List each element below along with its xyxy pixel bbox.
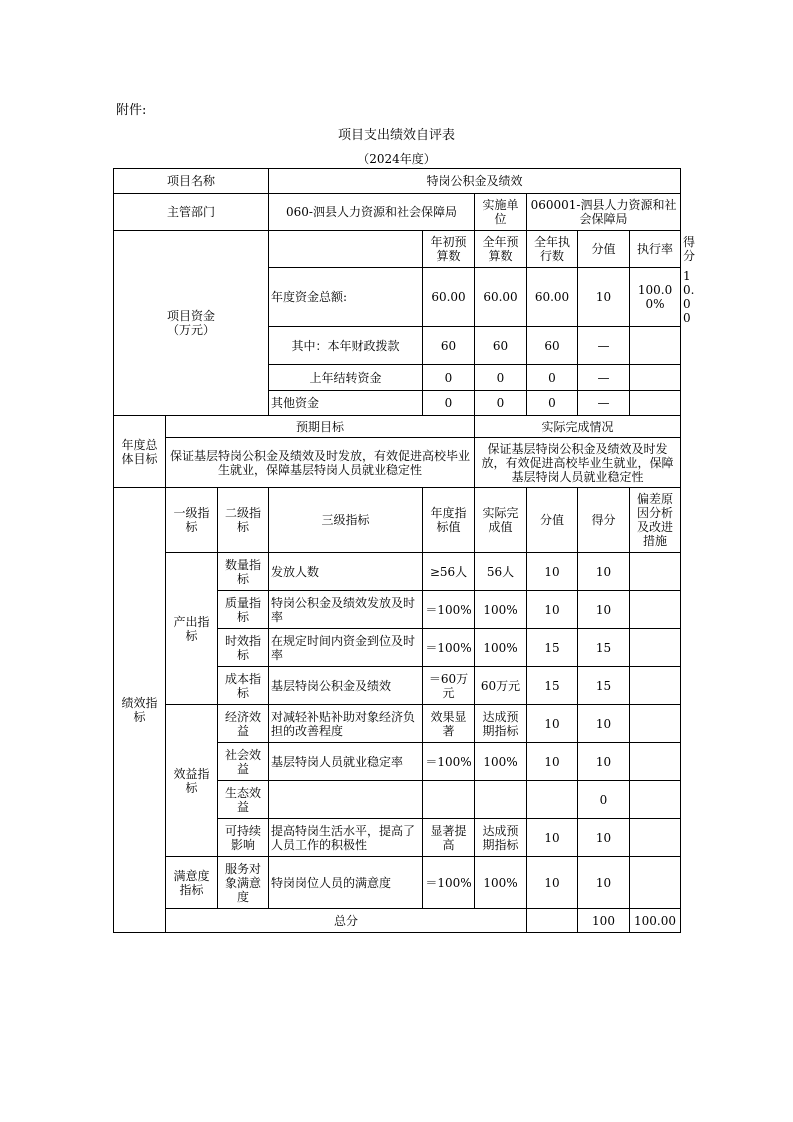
dept-label: 主管部门 xyxy=(114,194,269,231)
level1-satisfaction: 满意度指标 xyxy=(166,857,218,909)
page-subtitle: （2024年度） xyxy=(357,152,436,166)
note-cell xyxy=(630,591,681,629)
score-cell: 0 xyxy=(578,781,630,819)
funds-label xyxy=(114,231,269,416)
indicator-header: 年度指标值 xyxy=(423,488,475,553)
level3-cell xyxy=(269,781,423,819)
target-cell: ＝100% xyxy=(423,857,475,909)
level2-cell: 社会效益 xyxy=(218,743,269,781)
actual-cell: 100% xyxy=(475,591,527,629)
funds-cell: 60 xyxy=(475,327,527,365)
note-cell xyxy=(630,743,681,781)
target-cell: ＝100% xyxy=(423,743,475,781)
score-value-cell: 10 xyxy=(527,591,578,629)
level2-cell: 质量指标 xyxy=(218,591,269,629)
score-cell: 10 xyxy=(578,705,630,743)
level1-benefit: 效益指标 xyxy=(166,705,218,857)
level2-cell: 可持续影响 xyxy=(218,819,269,857)
level3-cell: 特岗公积金及绩效发放及时率 xyxy=(269,591,423,629)
funds-cell: 60.00 xyxy=(423,268,475,327)
funds-cell: 60 xyxy=(527,327,578,365)
funds-cell: 0 xyxy=(423,365,475,391)
level2-cell: 生态效益 xyxy=(218,781,269,819)
actual-cell: 达成预期指标 xyxy=(475,819,527,857)
level3-cell: 在规定时间内资金到位及时率 xyxy=(269,629,423,667)
score-value-cell: 15 xyxy=(527,667,578,705)
score-value-cell: 10 xyxy=(527,857,578,909)
funds-header: 分值 xyxy=(578,231,630,268)
funds-cell: — xyxy=(578,391,630,416)
total-label: 总分 xyxy=(166,909,527,933)
funds-cell: 60.00 xyxy=(527,268,578,327)
score-cell: 10 xyxy=(578,743,630,781)
funds-cell: 0 xyxy=(527,391,578,416)
score-value-cell: 10 xyxy=(527,705,578,743)
note-cell xyxy=(630,629,681,667)
expected-goal-label: 预期目标 xyxy=(166,416,475,438)
actual-cell: 100% xyxy=(475,857,527,909)
level3-cell: 基层特岗人员就业稳定率 xyxy=(269,743,423,781)
evaluation-table: 项目名称 特岗公积金及绩效 主管部门 060-泗县人力资源和社会保障局 实施单位 060001-泗县人力资源和社会保障局 项目资金 （万元） 年初预算数 全年预算数 全年执行数 分值 执行率 得分 年度资金总额: 60.00 60.00 60.00 10 100.00% 10.00 其中：本年财政拨款 60 60 60 — 上年结转资金 0 0 0 — 其他资金 0 0 0 — 年度总体目标 预期目标 实际完成情况 保证基层特岗公积金及绩效及时发放，有效促进高校毕业生就业，保障基层特岗人员就业稳定性 保证基层特岗公积金及绩效及时发放，有效促进高校毕业生就业，保障基层特岗人员就业稳定性 绩效指标 一级指标 二级指标 三级指标 年度指标值 实际完成值 分值 得分 偏差原因分析及改进措施 产出指标 数量指标 发放人数 ≥56人 56人 10 10 质量指标 特岗公积金及绩效发放及时率 ＝100% 100% 10 10 时效指标 在规定时间内资金到位及时率 ＝100% 100% 15 15 成本指标 基层特岗公积金及绩效 ＝60万元 60万元 15 15 效益指标 经济效益 对减轻补贴补助对象经济负担的改善程度 效果显著 达成预期指标 10 10 社会效益 基层特岗人员就业稳定率 ＝100% 100% 10 10 生态效益 0 可持续影响 提高特岗生活水平，提高了人员工作的积极性 显著提高 达成预期指标 10 10 满意度指标 服务对象满意度 特岗岗位人员的满意度 ＝100% 100% 10 10 总分 100 100.00 xyxy=(113,168,681,933)
funds-label-line1: 项目资金 xyxy=(166,309,215,323)
level2-cell: 经济效益 xyxy=(218,705,269,743)
impl-label: 实施单位 xyxy=(475,194,527,231)
funds-header-blank xyxy=(269,231,423,268)
note-cell xyxy=(630,705,681,743)
total-score: 100.00 xyxy=(630,909,681,933)
level3-cell: 特岗岗位人员的满意度 xyxy=(269,857,423,909)
funds-cell: 0 xyxy=(475,365,527,391)
indicator-header: 实际完成值 xyxy=(475,488,527,553)
funds-header: 年初预算数 xyxy=(423,231,475,268)
target-cell: ＝100% xyxy=(423,629,475,667)
indicator-header: 一级指标 xyxy=(166,488,218,553)
funds-cell: 100.00% xyxy=(630,268,681,327)
goals-label: 年度总体目标 xyxy=(114,416,166,488)
target-cell: ＝100% xyxy=(423,591,475,629)
actual-cell: 100% xyxy=(475,629,527,667)
funds-cell: 0 xyxy=(527,365,578,391)
score-value-cell: 10 xyxy=(527,743,578,781)
score-cell: 10 xyxy=(578,857,630,909)
score-cell: 10 xyxy=(578,819,630,857)
level3-cell: 对减轻补贴补助对象经济负担的改善程度 xyxy=(269,705,423,743)
note-cell xyxy=(630,667,681,705)
level2-cell: 时效指标 xyxy=(218,629,269,667)
score-value-cell: 10 xyxy=(527,819,578,857)
level2-cell: 数量指标 xyxy=(218,553,269,591)
funds-header: 全年预算数 xyxy=(475,231,527,268)
total-blank xyxy=(527,909,578,933)
total-score-value: 100 xyxy=(578,909,630,933)
score-value-cell xyxy=(527,781,578,819)
project-name-value: 特岗公积金及绩效 xyxy=(269,169,681,194)
funds-cell xyxy=(630,391,681,416)
score-cell: 15 xyxy=(578,629,630,667)
score-value-cell: 10 xyxy=(527,553,578,591)
actual-cell: 60万元 xyxy=(475,667,527,705)
actual-goal-label: 实际完成情况 xyxy=(475,416,681,438)
page-title: 项目支出绩效自评表 xyxy=(337,128,455,143)
funds-cell: 60 xyxy=(423,327,475,365)
funds-cell: — xyxy=(578,327,630,365)
indicator-header: 偏差原因分析及改进措施 xyxy=(630,488,681,553)
dept-value: 060-泗县人力资源和社会保障局 xyxy=(269,194,475,231)
funds-row-label: 其他资金 xyxy=(269,391,423,416)
funds-cell: 10 xyxy=(578,268,630,327)
score-cell: 10 xyxy=(578,591,630,629)
level2-cell: 成本指标 xyxy=(218,667,269,705)
funds-cell: 0 xyxy=(423,391,475,416)
level3-cell: 基层特岗公积金及绩效 xyxy=(269,667,423,705)
funds-cell: — xyxy=(578,365,630,391)
target-cell xyxy=(423,781,475,819)
funds-cell: 0 xyxy=(475,391,527,416)
project-name-label: 项目名称 xyxy=(114,169,269,194)
funds-row-label: 上年结转资金 xyxy=(269,365,423,391)
actual-cell: 100% xyxy=(475,743,527,781)
level3-cell: 提高特岗生活水平，提高了人员工作的积极性 xyxy=(269,819,423,857)
funds-label-line2: （万元） xyxy=(166,323,215,337)
level3-cell: 发放人数 xyxy=(269,553,423,591)
funds-row-label: 年度资金总额: xyxy=(269,268,423,327)
funds-cell xyxy=(630,327,681,365)
note-cell xyxy=(630,781,681,819)
level1-output: 产出指标 xyxy=(166,553,218,705)
funds-cell: 60.00 xyxy=(475,268,527,327)
score-cell: 15 xyxy=(578,667,630,705)
indicator-header: 分值 xyxy=(527,488,578,553)
actual-cell: 达成预期指标 xyxy=(475,705,527,743)
actual-cell: 56人 xyxy=(475,553,527,591)
actual-goal-text: 保证基层特岗公积金及绩效及时发放，有效促进高校毕业生就业，保障基层特岗人员就业稳定性 xyxy=(475,438,681,488)
target-cell: 效果显著 xyxy=(423,705,475,743)
attachment-label: 附件: xyxy=(116,103,147,118)
level2-cell: 服务对象满意度 xyxy=(218,857,269,909)
indicators-label: 绩效指标 xyxy=(114,488,166,933)
expected-goal-text: 保证基层特岗公积金及绩效及时发放，有效促进高校毕业生就业，保障基层特岗人员就业稳定性 xyxy=(166,438,475,488)
funds-cell xyxy=(630,365,681,391)
indicator-header: 三级指标 xyxy=(269,488,423,553)
target-cell: ≥56人 xyxy=(423,553,475,591)
target-cell: 显著提高 xyxy=(423,819,475,857)
note-cell xyxy=(630,819,681,857)
note-cell xyxy=(630,553,681,591)
funds-header: 全年执行数 xyxy=(527,231,578,268)
indicator-header: 二级指标 xyxy=(218,488,269,553)
indicator-header: 得分 xyxy=(578,488,630,553)
funds-row-label: 其中：本年财政拨款 xyxy=(269,327,423,365)
score-cell: 10 xyxy=(578,553,630,591)
target-cell: ＝60万元 xyxy=(423,667,475,705)
score-value-cell: 15 xyxy=(527,629,578,667)
note-cell xyxy=(630,857,681,909)
funds-header: 执行率 xyxy=(630,231,681,268)
actual-cell xyxy=(475,781,527,819)
impl-value: 060001-泗县人力资源和社会保障局 xyxy=(527,194,681,231)
